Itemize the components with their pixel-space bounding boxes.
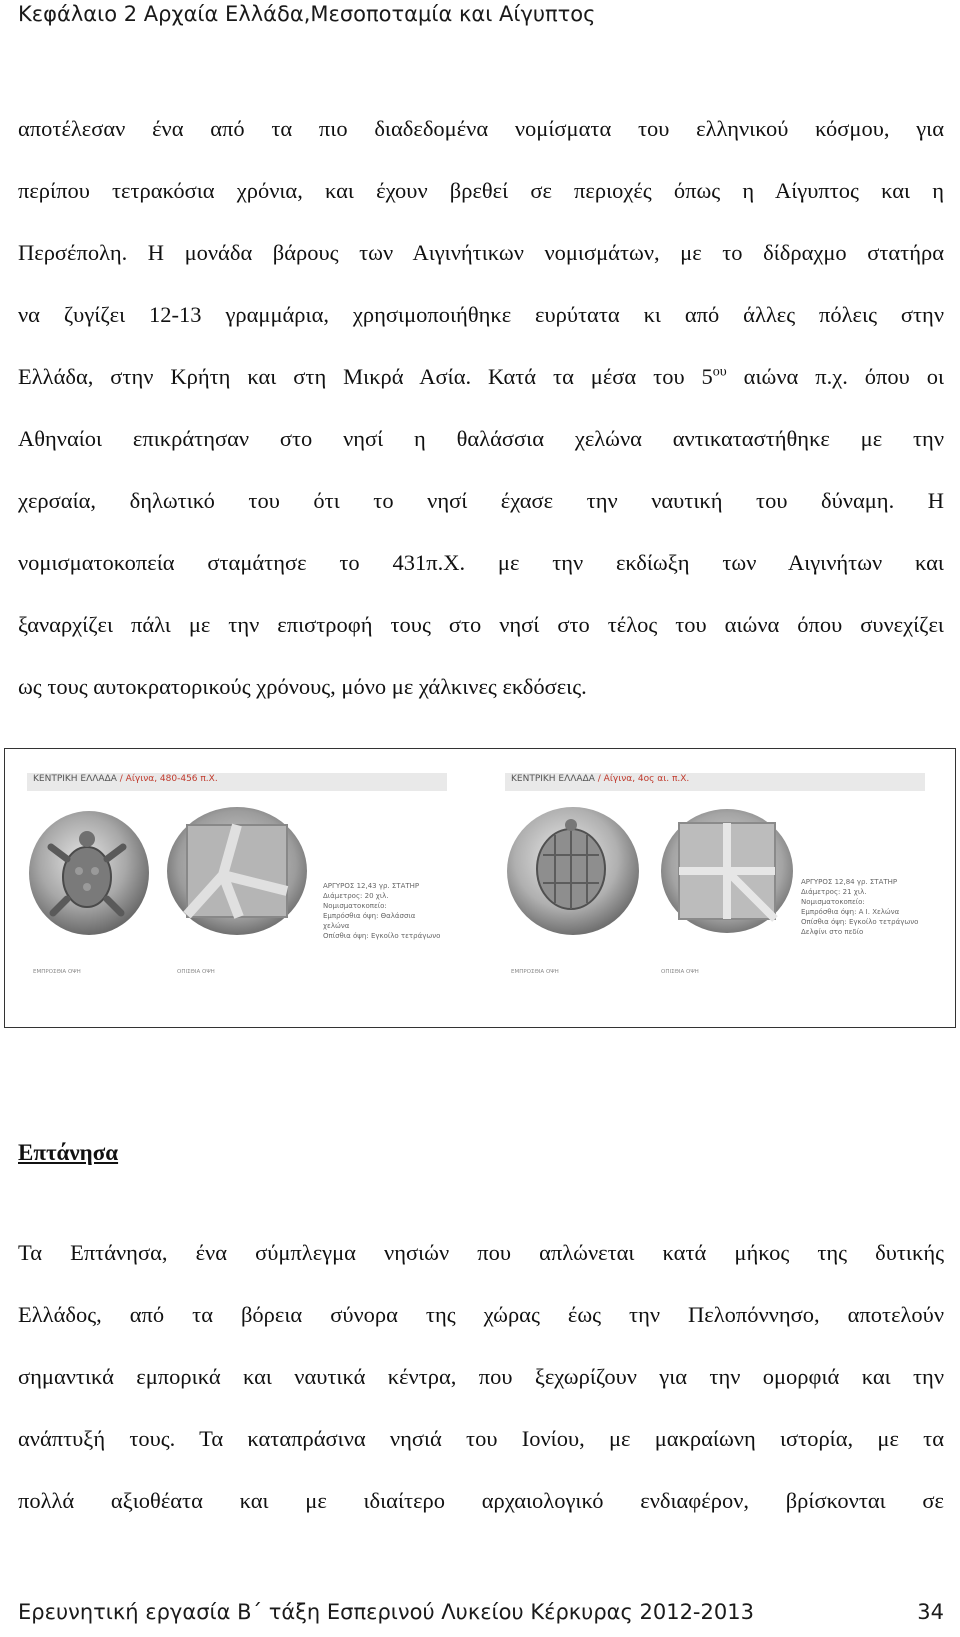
page-header: Κεφάλαιο 2 Αρχαία Ελλάδα,Μεσοποταμία και Αίγυπτος bbox=[18, 2, 596, 26]
caption-line: ΑΡΓΥΡΟΣ 12,43 γρ. ΣΤΑΤΗΡ bbox=[323, 882, 420, 890]
text-line: Αθηναίοι επικράτησαν στο νησί η θαλάσσια χελώνα αντικαταστήθηκε με την bbox=[18, 426, 944, 451]
panel-detail: / Αίγινα, 4ος αι. π.Χ. bbox=[594, 774, 690, 784]
panel-region: ΚΕΝΤΡΙΚΗ ΕΛΛΑΔΑ bbox=[33, 774, 117, 784]
panel-title bbox=[33, 774, 218, 784]
text-line: ξαναρχίζει πάλι με την επιστροφή τους στο νησί στο τέλος του αιώνα όπου συνεχίζει bbox=[18, 612, 944, 637]
turtle-obverse-coin bbox=[29, 811, 149, 935]
coin-caption bbox=[801, 877, 921, 937]
caption-line: Διάμετρος: 21 χιλ. bbox=[801, 888, 867, 896]
panel-region: ΚΕΝΤΡΙΚΗ ΕΛΛΑΔΑ bbox=[511, 774, 595, 784]
coin-panel-late bbox=[505, 773, 925, 983]
text-line: νομισματοκοπεία σταμάτησε το 431π.Χ. με την εκδίωξη των Αιγινήτων και bbox=[18, 550, 944, 575]
coin-figure bbox=[4, 748, 956, 1028]
incuse-square-reverse-coin bbox=[167, 807, 307, 935]
paragraph-aegina-coins bbox=[18, 98, 944, 718]
text-line: να ζυγίζει 12-13 γραμμάρια, χρησιμοποιήθηκε ευρύτατα κι από άλλες πόλεις στην bbox=[18, 302, 944, 327]
coin-images bbox=[505, 795, 805, 965]
incuse-square-reverse-coin bbox=[661, 809, 793, 933]
page-number: 34 bbox=[917, 1600, 944, 1624]
text-line: σημαντικά εμπορικά και ναυτικά κέντρα, που ξεχωρίζουν για την ομορφιά και την bbox=[18, 1364, 944, 1389]
text-line: ανάπτυξή τους. Τα καταπράσινα νησιά του Ιονίου, με μακραίωνη ιστορία, με τα bbox=[18, 1426, 944, 1451]
text-line: περίπου τετρακόσια χρόνια, και έχουν βρεθεί σε περιοχές όπως η Αίγυπτος και η bbox=[18, 178, 944, 203]
text-line: ως τους αυτοκρατορικούς χρόνους, μόνο με χάλκινες εκδόσεις. bbox=[18, 674, 587, 699]
caption-line: Εμπρόσθια όψη: Θαλάσσια χελώνα bbox=[323, 912, 416, 930]
text-line: αποτέλεσαν ένα από τα πιο διαδεδομένα νομίσματα του ελληνικού κόσμου, για bbox=[18, 116, 944, 141]
coin-caption bbox=[323, 881, 443, 941]
text-fragment: αιώνα π.χ. όπου οι bbox=[726, 364, 945, 389]
reverse-label: ΟΠΙΣΘΙΑ ΟΨΗ bbox=[177, 969, 215, 975]
panel-title-bar bbox=[27, 773, 447, 791]
page-footer bbox=[18, 1600, 944, 1624]
panel-title-bar bbox=[505, 773, 925, 791]
caption-line: Δελφίνι στο πεδίο bbox=[801, 928, 864, 936]
section-heading-eptanisa: Επτάνησα bbox=[18, 1140, 119, 1165]
text-line: Τα Επτάνησα, ένα σύμπλεγμα νησιών που απλώνεται κατά μήκος της δυτικής bbox=[18, 1240, 944, 1265]
text-line: Περσέπολη. Η μονάδα βάρους των Αιγινήτικων νομισμάτων, με το δίδραχμο στατήρα bbox=[18, 240, 944, 265]
coin-panel-early bbox=[27, 773, 447, 983]
caption-line: Διάμετρος: 20 χιλ. bbox=[323, 892, 389, 900]
coin-images bbox=[27, 795, 327, 965]
footer-text: Ερευνητική εργασία Β΄ τάξη Εσπερινού Λυκείου Κέρκυρας 2012-2013 bbox=[18, 1600, 754, 1624]
caption-line: Νομισματοκοπείο: bbox=[323, 902, 387, 910]
caption-line: Οπίσθια όψη: Εγκοίλο τετράγωνο bbox=[323, 932, 441, 940]
text-line: χερσαία, δηλωτικό του ότι το νησί έχασε την ναυτική του δύναμη. Η bbox=[18, 488, 944, 513]
paragraph-eptanisa bbox=[18, 1222, 944, 1532]
tortoise-obverse-coin bbox=[507, 807, 639, 935]
text-line-century bbox=[18, 346, 944, 408]
panel-title bbox=[511, 774, 689, 784]
text-line: πολλά αξιοθέατα και με ιδιαίτερο αρχαιολογικό ενδιαφέρον, βρίσκονται σε bbox=[18, 1488, 944, 1513]
text-fragment: Ελλάδα, στην Κρήτη και στη Μικρά Ασία. Κατά τα μέσα του 5 bbox=[18, 364, 713, 389]
superscript-ordinal: ου bbox=[712, 364, 727, 380]
obverse-label: ΕΜΠΡΟΣΘΙΑ ΟΨΗ bbox=[511, 969, 559, 975]
caption-line: Νομισματοκοπείο: bbox=[801, 898, 865, 906]
panel-detail: / Αίγινα, 480-456 π.Χ. bbox=[116, 774, 218, 784]
caption-line: Οπίσθια όψη: Εγκοίλο τετράγωνο bbox=[801, 918, 919, 926]
caption-line: ΑΡΓΥΡΟΣ 12,84 γρ. ΣΤΑΤΗΡ bbox=[801, 878, 898, 886]
text-line: Ελλάδος, από τα βόρεια σύνορα της χώρας έως την Πελοπόννησο, αποτελούν bbox=[18, 1302, 944, 1327]
caption-line: Εμπρόσθια όψη: Α Ι. Χελώνα bbox=[801, 908, 900, 916]
reverse-label: ΟΠΙΣΘΙΑ ΟΨΗ bbox=[661, 969, 699, 975]
obverse-label: ΕΜΠΡΟΣΘΙΑ ΟΨΗ bbox=[33, 969, 81, 975]
